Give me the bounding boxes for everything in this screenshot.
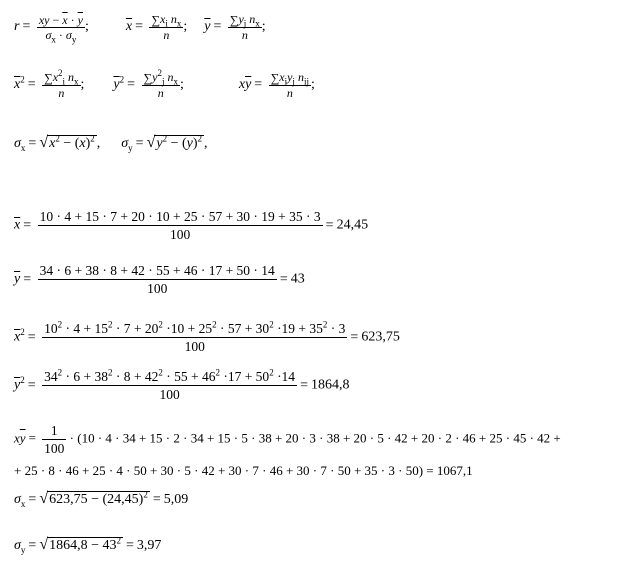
mean-y-denominator: 100 [147,281,168,296]
mean-x-denominator: 100 [170,227,191,242]
mean-x-def: $\frac{\sum x_i n_x}{n}$ [151,12,182,42]
sigma-y-radicand: 1864,8 − 43 [49,538,117,553]
calc-mean-xy-line-2 [14,462,473,480]
r-fraction: $\frac{xy - \overline{x} \cdot \overline{y}}{\sigma_x \cdot \sigma_y}$ [38,12,83,44]
mean-y-numerator: 34 · 6 + 38 · 8 + 42 · 55 + 46 · 17 + 50 · 14 [39,263,275,278]
mean-x2-def: $\frac{\sum x^2_i n_x}{n}$ [44,68,79,100]
mean-x2-denominator: 100 [184,339,205,354]
sigma-y-result: 3,97 [136,538,162,553]
calc-sigma-y: $\sigma_y = √1864,8 - 43^2 = 3,97$ [14,535,162,555]
sigma-x-radicand: 623,75 − (24,45) [49,492,144,507]
mean-xy-def: $\frac{\sum x_iy_j n_{ij}}{n}$ [270,70,309,100]
mean-y2-denominator: 100 [159,387,180,402]
mean-x2-numerator: $10^2 \cdot 4 + 15^2 \cdot 7 + 20^2 \cdot 10 + 25^2 \cdot 57 + 30^2 \cdot 19 + 35^2 \cdot 3$ [44,319,346,336]
xy-fraction-denominator: 100 [44,441,65,456]
calc-mean-xy-line-1: $x\overline{y}$ = $\frac{1}{100}$ · (10 · 4 · 34 + 15 · 2 · 34 + 15 · 5 · 38 + 20 · 3 · 38 + 20 · 5 · 42 + 20 · 2 · 46 + 25 · 45 · 42 + [14,423,561,456]
formula-row-2: $\overline{x}^2$ = $\frac{\sum x^2_i n_x}{n}$ ; $\overline{y}^2$ = $\frac{\sum y^2_j n_x}{n}$ ; $x\overline{y}$ = $\frac{\sum x_iy_j n_{ij}}{n}$ ; [14,68,315,100]
calc-mean-x2: $\overline{x}^2$ = $\frac{10^2 \cdot 4 + 15^2 \cdot 7 + 20^2 \cdot 10 + 25^2 \cdot 57 + 30^2 \cdot 19 + 35^2 \cdot 3}{100}$ = 623,75 [14,319,400,354]
mean-x-numerator: 10 · 4 + 15 · 7 + 20 · 10 + 25 · 57 + 30 · 19 + 35 · 3 [39,209,321,224]
sigma-x-result: 5,09 [163,492,189,507]
formula-row-1: r = $\frac{xy - \overline{x} \cdot \overline{y}}{\sigma_x \cdot \sigma_y}$ ; $\overline{x}$ = $\frac{\sum x_i n_x}{n}$ ; $\overline{y}$ = $\frac{\sum y_j n_x}{n}$ ; [14,12,266,44]
mean-y-def: $\frac{\sum y_j n_x}{n}$ [229,12,260,42]
mean-y2-def: $\frac{\sum y^2_j n_x}{n}$ [143,68,178,100]
calc-sigma-x: $\sigma_x = √623,75 - (24,45)^2 = 5,09$ [14,489,189,509]
xy-expression-line-2: + 25 · 8 · 46 + 25 · 4 · 50 + 30 · 5 · 42 + 30 · 7 · 46 + 30 · 7 · 50 + 35 · 3 · 50) = 1067,1 [14,463,473,478]
mean-y2-result: 1864,8 [310,377,350,393]
calc-mean-y2: $\overline{y}^2$ = $\frac{34^2 \cdot 6 + 38^2 \cdot 8 + 42^2 \cdot 55 + 46^2 \cdot 17 + 50^2 \cdot 14}{100}$ = 1864,8 [14,367,350,402]
mean-y2-numerator: $34^2 \cdot 6 + 38^2 \cdot 8 + 42^2 \cdot 55 + 46^2 \cdot 17 + 50^2 \cdot 14$ [44,367,296,384]
mean-y-result: 43 [290,271,305,287]
xy-expression-line-1: · (10 · 4 · 34 + 15 · 2 · 34 + 15 · 5 · 38 + 20 · 3 · 38 + 20 · 5 · 42 + 20 · 2 · 46 + 25 · 45 · 42 + [69,430,561,446]
calc-mean-x: $\overline{x}$ = $\frac{10 \cdot 4 + 15 \cdot 7 + 20 \cdot 10 + 25 \cdot 57 + 30 \cdot 19 + 35 \cdot 3}{100}$ = 24,45 [14,209,369,242]
mean-x-result: 24,45 [336,217,369,233]
xy-fraction-numerator: 1 [42,422,66,440]
calc-mean-y: $\overline{y}$ = $\frac{34 \cdot 6 + 38 \cdot 8 + 42 \cdot 55 + 46 \cdot 17 + 50 \cdot 14}{100}$ = 43 [14,263,305,296]
mean-x2-result: 623,75 [361,329,400,345]
formula-row-3: $\sigma_x = √x^2 - (\overline{x})^2$ , $\sigma_y = √y^2 - (\overline{y})^2$ , [14,133,208,153]
